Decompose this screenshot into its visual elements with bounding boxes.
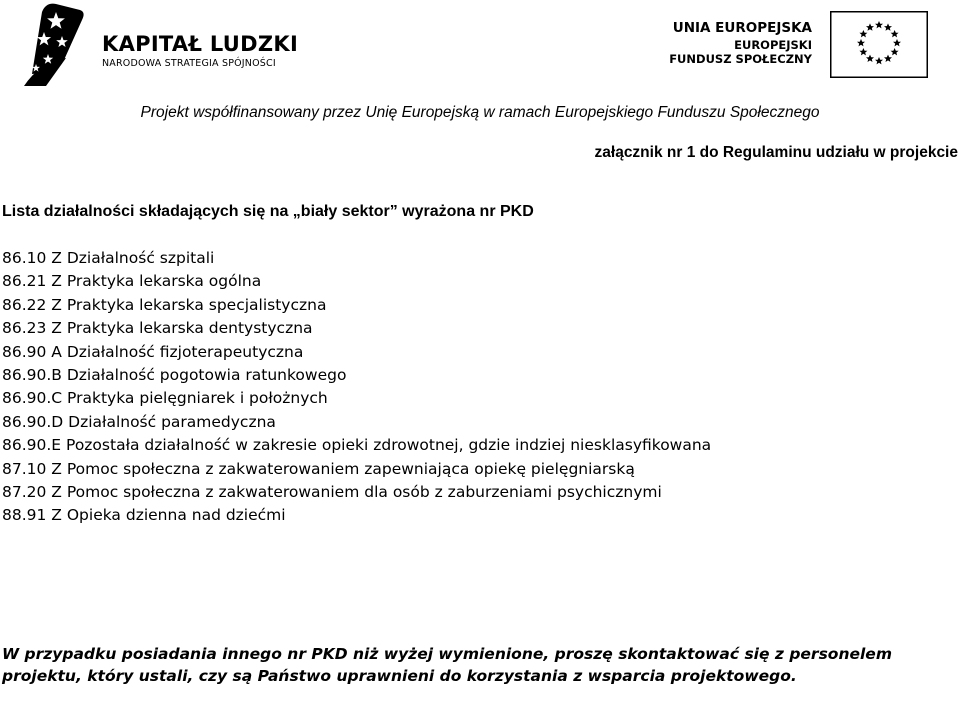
eu-logo-text xyxy=(669,22,812,66)
pkd-item: 86.21 Z Praktyka lekarska ogólna xyxy=(2,272,262,291)
pkd-item: 86.23 Z Praktyka lekarska dentystyczna xyxy=(2,319,313,338)
pkd-item: 86.90.B Działalność pogotowia ratunkowego xyxy=(2,366,347,385)
eu-flag-icon xyxy=(830,11,928,78)
pkd-item: 86.90 A Działalność fizjoterapeutyczna xyxy=(2,342,304,361)
eu-logo-line-1: UNIA EUROPEJSKA xyxy=(672,20,812,36)
pkd-item: 86.10 Z Działalność szpitali xyxy=(2,249,215,267)
kapital-ludzki-subtitle: NARODOWA STRATEGIA SPÓJNOŚCI xyxy=(102,58,276,69)
pkd-item: 87.10 Z Pomoc społeczna z zakwaterowaniem zapewniająca opiekę pielęgniarską xyxy=(2,459,635,478)
pkd-code-list xyxy=(2,247,942,528)
kapital-ludzki-stars-icon xyxy=(22,2,104,88)
attachment-label: załącznik nr 1 do Regulaminu udziału w projekcie xyxy=(594,144,958,161)
contact-notice: W przypadku posiadania innego nr PKD niż wyżej wymienione, proszę skontaktować się z personelem projektu, który ustali, czy są Państwo uprawnieni do korzystania z wsparcia projektowego. xyxy=(2,645,892,686)
pkd-item: 86.90.C Praktyka pielęgniarek i położnych xyxy=(2,389,328,408)
list-title: Lista działalności składających się na „biały sektor” wyrażona nr PKD xyxy=(2,203,534,220)
document-header xyxy=(0,0,960,95)
pkd-item: 86.90.D Działalność paramedyczna xyxy=(2,412,276,431)
pkd-item: 88.91 Z Opieka dzienna nad dziećmi xyxy=(2,506,286,525)
kapital-ludzki-logo xyxy=(22,2,322,88)
kapital-ludzki-name: KAPITAŁ LUDZKI xyxy=(102,32,299,56)
eu-logo-line-2: EUROPEJSKI xyxy=(734,37,812,52)
pkd-item: 87.20 Z Pomoc społeczna z zakwaterowaniem dla osób z zaburzeniami psychicznymi xyxy=(2,483,662,502)
project-cofinancing-line: Projekt współfinansowany przez Unię Europejską w ramach Europejskiego Funduszu Społecznego xyxy=(140,104,820,121)
eu-logo-line-3: FUNDUSZ SPOŁECZNY xyxy=(669,52,812,66)
pkd-item: 86.22 Z Praktyka lekarska specjalistyczna xyxy=(2,295,327,314)
pkd-item: 86.90.E Pozostała działalność w zakresie opieki zdrowotnej, gdzie indziej niesklasyfikowana xyxy=(2,436,712,455)
